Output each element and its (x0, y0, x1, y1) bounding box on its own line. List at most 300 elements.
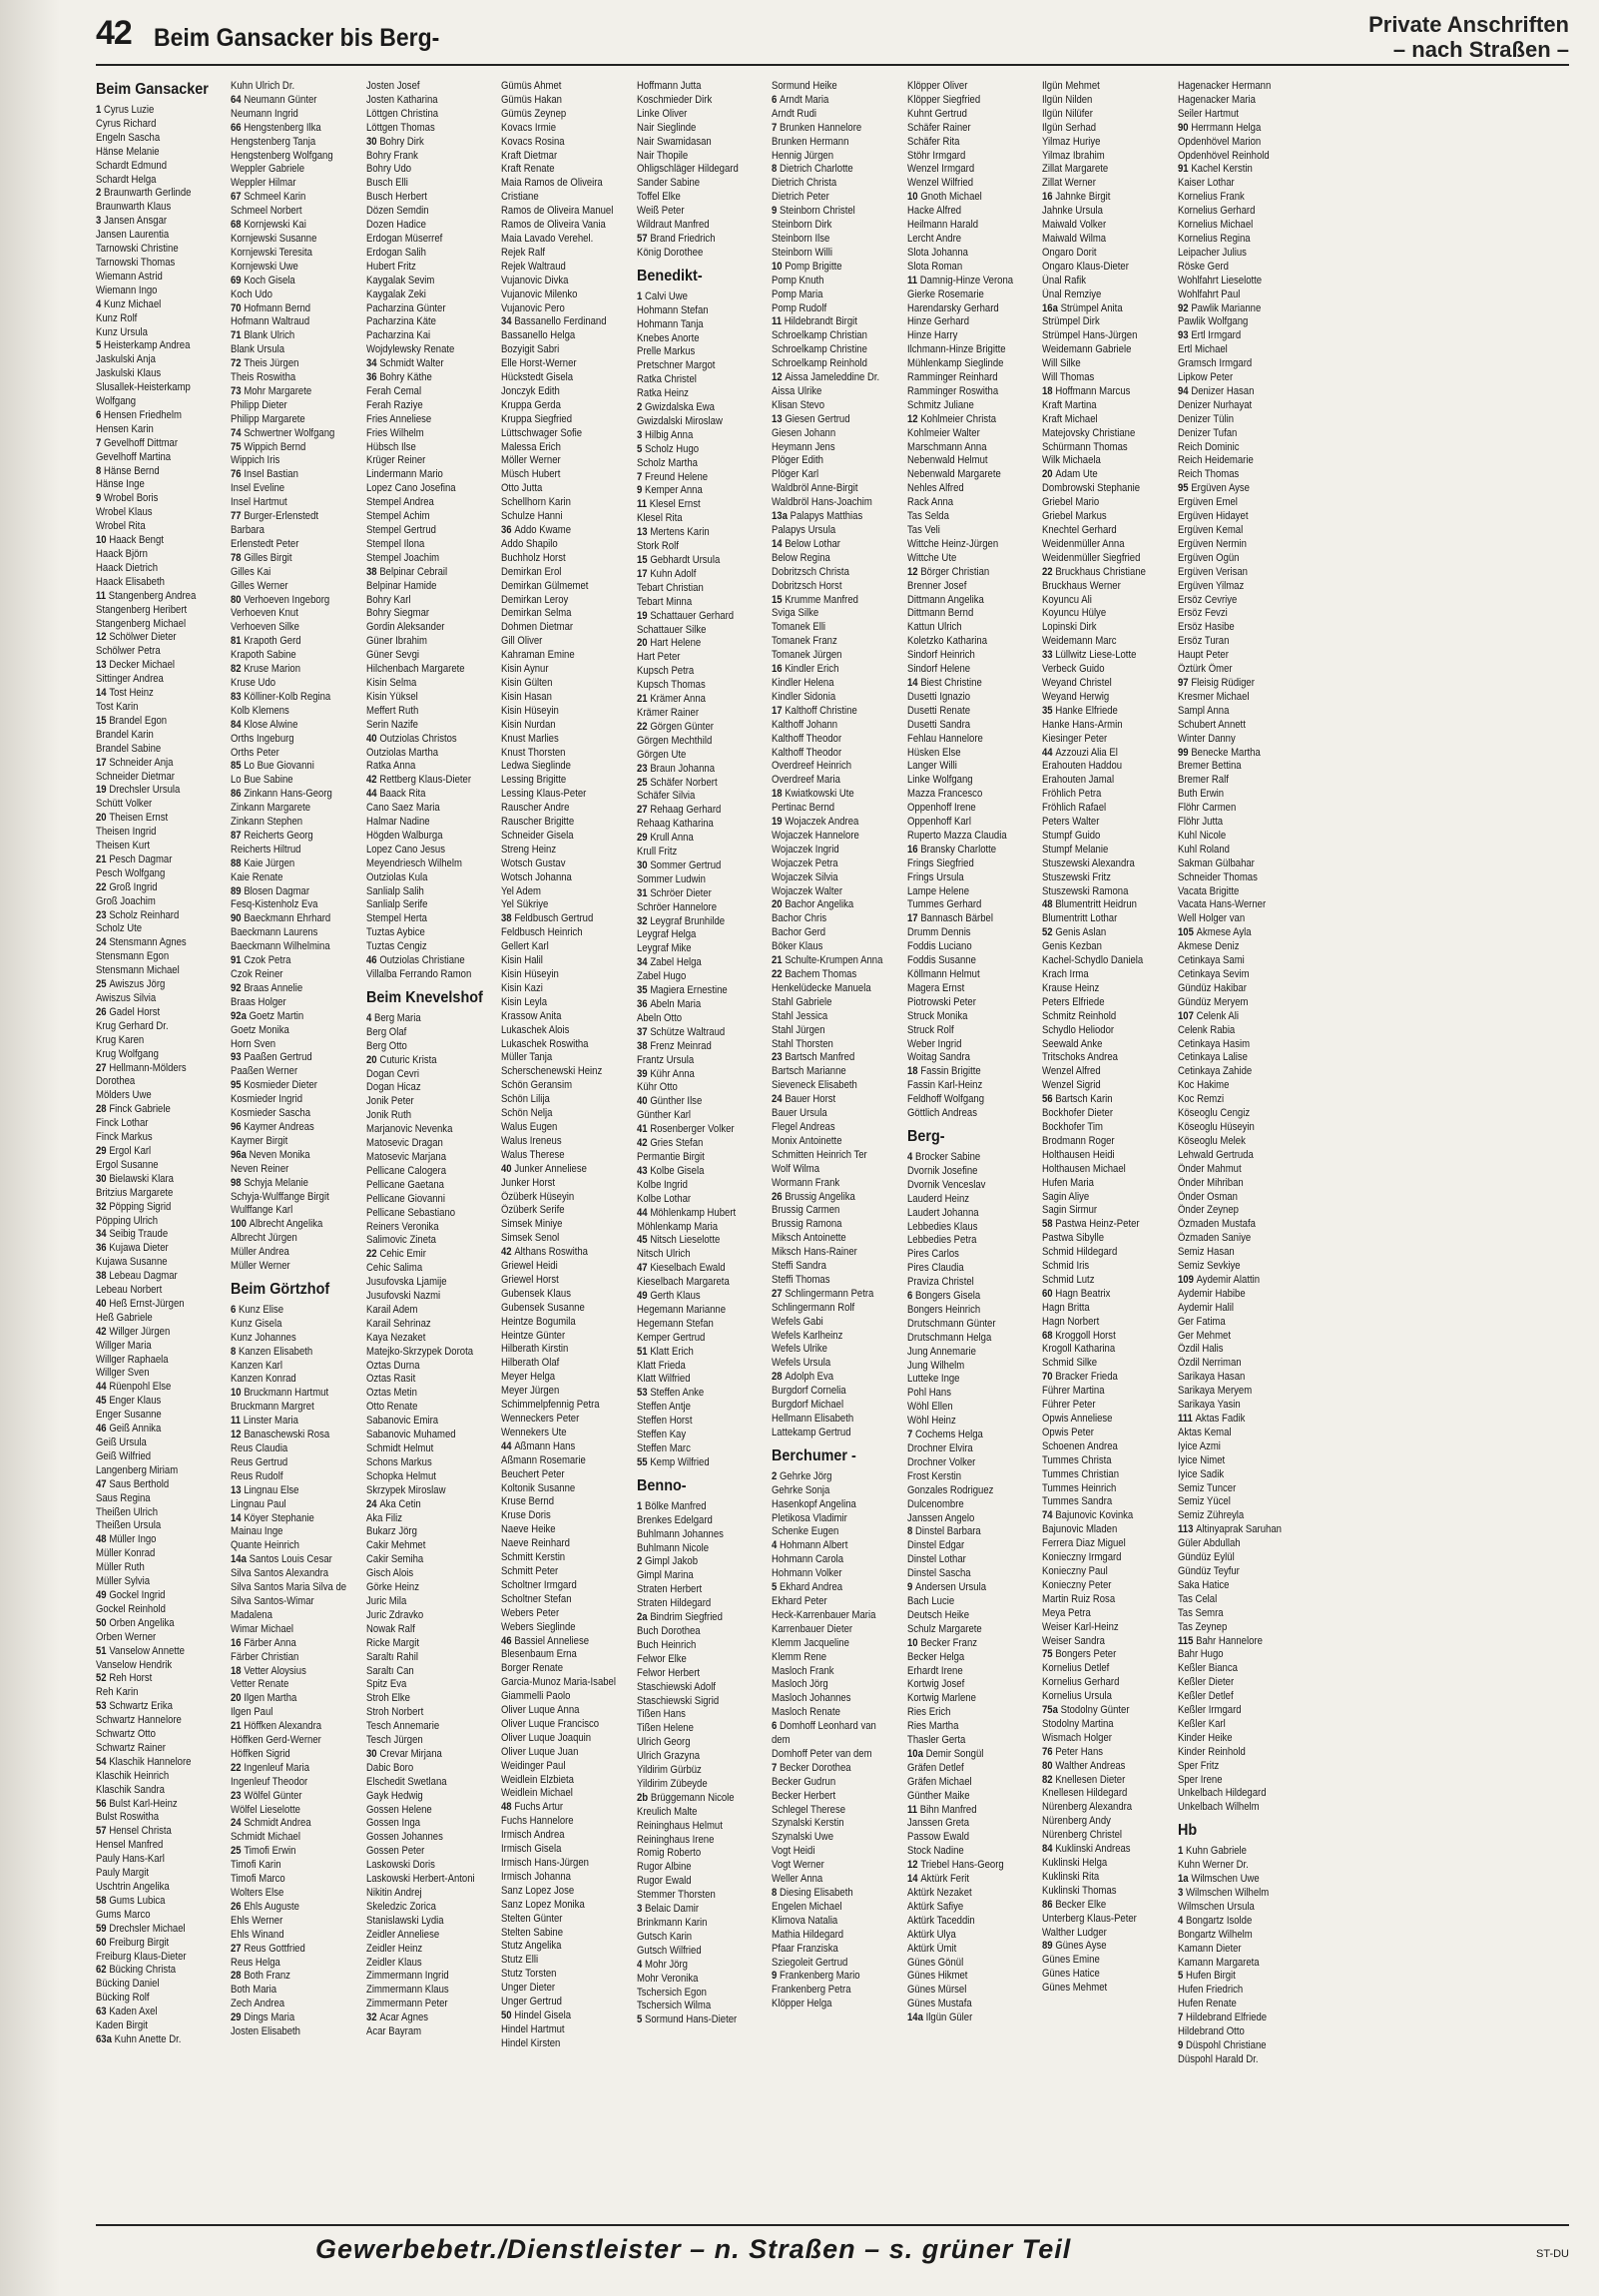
resident-name: Irmisch Andrea (501, 1829, 565, 1842)
resident-name: Bohry Käthe (379, 371, 432, 384)
directory-entry (96, 1464, 217, 1478)
house-number: 94 (1177, 384, 1189, 397)
resident-name: Günther Maike (906, 1789, 970, 1802)
resident-name: Gutsch Karin (636, 1930, 692, 1943)
directory-entry (501, 2009, 622, 2023)
resident-name: Sommer Gertrud (650, 859, 722, 871)
directory-entry (772, 747, 892, 761)
resident-name: Yel Sükriye (501, 898, 549, 911)
house-number: 14a (906, 2011, 923, 2024)
resident-name: Neven Monika (250, 1148, 311, 1161)
directory-entry (907, 649, 1028, 663)
directory-entry (501, 1495, 622, 1509)
directory-entry (231, 136, 351, 150)
resident-name: Bücking Christa (109, 1964, 177, 1977)
directory-entry (907, 343, 1028, 357)
footer-code: ST-DU (1536, 2248, 1569, 2260)
directory-entry (772, 968, 892, 982)
directory-entry (501, 1857, 622, 1871)
resident-name: Stempel Andrea (365, 496, 434, 509)
directory-entry (501, 1330, 622, 1344)
directory-entry (231, 1135, 351, 1149)
resident-name: Freund Helene (644, 470, 708, 483)
resident-name: Günes Mustafa (906, 1998, 972, 2010)
directory-entry (637, 332, 758, 346)
directory-entry (907, 1093, 1028, 1107)
resident-name: Günes Emine (1042, 1954, 1100, 1967)
directory-entry (231, 1776, 351, 1790)
directory-entry (231, 552, 351, 566)
directory-entry (1178, 1121, 1299, 1135)
resident-name: Tas Semra (1177, 1606, 1224, 1619)
resident-name: Zillat Margarete (1042, 163, 1109, 176)
resident-name: Santos Louis Cesar (250, 1553, 333, 1566)
resident-name: Cyrus Luzie (104, 104, 155, 116)
resident-name: Schwertner Wolfgang (244, 426, 335, 439)
resident-name: Köseoglu Cengiz (1177, 1107, 1250, 1120)
resident-name: Schellhorn Karin (501, 496, 572, 509)
directory-entry (96, 1270, 217, 1284)
resident-name: Rauscher Andre (501, 802, 570, 815)
resident-name: Bukarz Jörg (365, 1525, 417, 1538)
directory-entry (1042, 1232, 1163, 1246)
directory-entry (637, 2013, 758, 2027)
directory-entry (907, 150, 1028, 164)
resident-name: Kosmieder Sascha (231, 1107, 311, 1120)
directory-entry (1042, 940, 1163, 954)
directory-entry (1042, 1760, 1163, 1774)
resident-name: Gayk Hedwig (365, 1789, 423, 1802)
resident-name: Gockel Ingrid (109, 1588, 166, 1601)
resident-name: Krach Irma (1042, 968, 1089, 980)
directory-entry (907, 1107, 1028, 1121)
directory-entry (501, 1607, 622, 1621)
resident-name: Erdogan Salih (365, 246, 426, 259)
directory-entry (637, 526, 758, 540)
directory-entry (1042, 774, 1163, 788)
directory-entry (1178, 2053, 1299, 2067)
resident-name: Koch Gisela (244, 274, 296, 287)
directory-entry (231, 1595, 351, 1609)
directory-column (96, 80, 217, 2206)
directory-entry (231, 1970, 351, 1984)
directory-entry (96, 381, 217, 395)
resident-name: Stroh Elke (365, 1692, 410, 1705)
directory-entry (1042, 996, 1163, 1010)
resident-name: Altinyaprak Saruhan (1195, 1523, 1282, 1536)
directory-entry (501, 1899, 622, 1913)
directory-entry (366, 1929, 487, 1943)
resident-name: Laudert Johanna (906, 1206, 979, 1219)
directory-entry (1042, 580, 1163, 594)
resident-name: Bracker Frieda (1055, 1371, 1119, 1384)
directory-entry (96, 1312, 217, 1326)
resident-name: Bach Lucie (906, 1594, 954, 1607)
house-number: 38 (365, 565, 377, 578)
directory-entry (1178, 1621, 1299, 1635)
resident-name: Griewel Heidi (501, 1260, 559, 1273)
resident-name: Kornelius Detlef (1042, 1662, 1110, 1675)
directory-entry (1178, 205, 1299, 219)
directory-entry (907, 1943, 1028, 1957)
directory-entry (501, 1038, 622, 1052)
resident-name: Nowak Ralf (365, 1622, 415, 1635)
directory-entry (96, 798, 217, 812)
directory-entry (772, 1790, 892, 1804)
directory-entry (1178, 774, 1299, 788)
directory-entry (637, 1639, 758, 1653)
resident-name: Pellicane Giovanni (365, 1192, 445, 1205)
house-number: 25 (636, 776, 648, 789)
resident-name: Ertl Michael (1177, 343, 1228, 356)
house-number: 19 (96, 784, 107, 797)
resident-name: Scholtner Stefan (501, 1592, 572, 1605)
directory-entry (1178, 719, 1299, 733)
directory-entry (96, 950, 217, 964)
resident-name: Pesch Dagmar (109, 853, 173, 865)
resident-name: Ferrera Diaz Miguel (1042, 1537, 1126, 1550)
directory-entry (772, 663, 892, 677)
resident-name: Bassiel Anneliese (514, 1634, 590, 1647)
directory-entry (501, 150, 622, 164)
resident-name: Ünal Remziye (1042, 287, 1102, 300)
resident-name: Feldbusch Heinrich (501, 926, 583, 939)
directory-entry (96, 936, 217, 950)
directory-entry (231, 219, 351, 233)
directory-entry (96, 1978, 217, 1992)
directory-entry (637, 1193, 758, 1207)
resident-name: Krapoth Gerd (244, 635, 302, 648)
section-label-line1: Private Anschriften (1368, 12, 1569, 37)
resident-name: Dinstel Barbara (914, 1525, 981, 1538)
directory-entry (1178, 80, 1299, 94)
directory-column (1042, 80, 1163, 2206)
resident-name: Janssen Greta (906, 1817, 969, 1830)
directory-entry (96, 506, 217, 520)
directory-entry (907, 1304, 1028, 1318)
resident-name: Konieczny Peter (1042, 1578, 1112, 1591)
directory-entry (907, 1360, 1028, 1374)
directory-entry (501, 844, 622, 858)
resident-name: Berg Otto (365, 1039, 407, 1052)
directory-entry (96, 1075, 217, 1089)
house-number: 2 (636, 401, 643, 414)
directory-entry (366, 219, 487, 233)
directory-entry (366, 1887, 487, 1901)
house-number: 38 (636, 1039, 648, 1052)
directory-entry (772, 1343, 892, 1357)
directory-entry (637, 1373, 758, 1387)
directory-entry (772, 413, 892, 427)
directory-entry (907, 733, 1028, 747)
resident-name: Drochner Elvira (906, 1442, 973, 1454)
directory-columns (96, 80, 1569, 2206)
directory-entry (96, 673, 217, 687)
resident-name: Kuhn Adolf (650, 567, 697, 580)
resident-name: Blumentritt Heidrun (1055, 898, 1138, 911)
resident-name: Düspohl Harald Dr. (1177, 2052, 1259, 2065)
resident-name: Pires Carlos (906, 1248, 959, 1261)
resident-name: Willger Sven (96, 1367, 150, 1380)
directory-entry (772, 329, 892, 343)
page-footer (96, 2224, 1569, 2274)
directory-entry (501, 940, 622, 954)
directory-entry (366, 1442, 487, 1456)
resident-name: Holthausen Michael (1042, 1162, 1126, 1175)
resident-name: Heisterkamp Andrea (104, 339, 191, 352)
directory-entry (637, 1542, 758, 1556)
directory-entry (501, 1191, 622, 1205)
resident-name: Röske Gerd (1177, 260, 1229, 273)
directory-entry (501, 1413, 622, 1427)
house-number: 20 (1042, 468, 1053, 481)
directory-entry (501, 621, 622, 635)
house-number: 98 (231, 1176, 243, 1189)
directory-entry (907, 982, 1028, 996)
resident-name: Kalthoff Christine (785, 704, 858, 717)
resident-name: Schwartz Rainer (96, 1741, 166, 1754)
directory-entry (1178, 1801, 1299, 1815)
directory-entry (1042, 1065, 1163, 1079)
directory-entry (96, 132, 217, 146)
directory-entry (366, 1943, 487, 1957)
resident-name: Wefels Ursula (772, 1357, 831, 1370)
resident-name: Dombrowski Stephanie (1042, 482, 1141, 495)
directory-entry (907, 80, 1028, 94)
house-number: 89 (1042, 1940, 1053, 1953)
resident-name: Sormund Heike (772, 80, 837, 92)
directory-entry (772, 1107, 892, 1121)
directory-entry (231, 1191, 351, 1205)
directory-entry (772, 677, 892, 691)
resident-name: Ongaro Klaus-Dieter (1042, 260, 1130, 273)
directory-entry (637, 304, 758, 318)
resident-name: Kamann Dieter (1177, 1942, 1242, 1955)
resident-name: Langenberg Miriam (96, 1463, 179, 1476)
house-number: 40 (636, 1095, 648, 1108)
resident-name: Braunwarth Gerlinde (104, 187, 192, 200)
directory-entry (501, 1427, 622, 1440)
resident-name: Vacata Brigitte (1177, 884, 1239, 897)
resident-name: Czok Petra (244, 954, 291, 967)
resident-name: Scholz Martha (636, 456, 698, 469)
directory-entry (96, 978, 217, 992)
house-number: 44 (1042, 746, 1053, 759)
resident-name: Weiser Sandra (1042, 1634, 1106, 1647)
resident-name: Stuszewski Ramona (1042, 884, 1129, 897)
directory-entry (366, 830, 487, 844)
resident-name: Klisan Stevo (772, 398, 825, 411)
resident-name: Ekhard Andrea (780, 1581, 843, 1594)
directory-entry (96, 1450, 217, 1464)
resident-name: Sanz Lopez Jose (501, 1884, 575, 1897)
resident-name: Klemm Jacqueline (772, 1636, 850, 1649)
house-number: 1a (1177, 1873, 1189, 1886)
directory-entry (501, 1107, 622, 1121)
resident-name: Hagn Norbert (1042, 1315, 1100, 1328)
directory-entry (96, 1659, 217, 1673)
resident-name: Hindel Kirsten (501, 2036, 561, 2049)
directory-entry (1042, 1565, 1163, 1579)
directory-entry (1178, 1468, 1299, 1482)
directory-entry (1042, 371, 1163, 385)
resident-name: Bongartz Isolde (1185, 1914, 1252, 1927)
directory-entry (772, 1470, 892, 1484)
resident-name: Kuhn Ulrich Dr. (231, 80, 295, 92)
resident-name: Kovacs Irmie (501, 121, 557, 134)
directory-entry (366, 733, 487, 747)
resident-name: Andersen Ursula (914, 1581, 986, 1594)
house-number: 16 (1042, 191, 1053, 204)
directory-entry (907, 1901, 1028, 1915)
resident-name: Langer Willi (906, 760, 957, 773)
resident-name: Klöpper Oliver (906, 80, 968, 92)
resident-name: Naeve Reinhard (501, 1537, 571, 1550)
directory-entry (772, 1330, 892, 1344)
resident-name: Stutz Angelika (501, 1940, 562, 1953)
resident-name: Önder Zeynep (1177, 1204, 1239, 1217)
directory-entry (231, 1346, 351, 1360)
directory-entry (1178, 788, 1299, 802)
house-number: 84 (231, 718, 243, 731)
directory-entry (907, 1970, 1028, 1984)
resident-name: Outziolas Martha (365, 746, 438, 759)
resident-name: Kornelius Gerhard (1042, 1676, 1120, 1689)
resident-name: Krämer Anna (650, 693, 706, 706)
directory-entry (1042, 830, 1163, 844)
directory-entry (96, 1825, 217, 1839)
directory-entry (1178, 912, 1299, 926)
directory-entry (907, 413, 1028, 427)
resident-name: Kindler Helena (772, 676, 834, 689)
directory-entry (907, 191, 1028, 205)
resident-name: Dozen Hadice (365, 219, 426, 232)
resident-name: Goetz Martin (250, 1009, 304, 1022)
resident-name: Dvornik Josefine (906, 1164, 978, 1177)
resident-name: Lebeau Dagmar (109, 1270, 178, 1283)
directory-entry (231, 1415, 351, 1429)
resident-name: Schattauer Gerhard (650, 609, 734, 622)
house-number: 93 (231, 1051, 243, 1064)
resident-name: Haack Elisabeth (96, 575, 165, 588)
house-number: 60 (1042, 1287, 1053, 1300)
directory-entry (366, 968, 487, 982)
resident-name: Cetinkaya Sevim (1177, 968, 1250, 980)
resident-name: Weber Ingrid (906, 1037, 962, 1050)
house-number: 42 (636, 1137, 648, 1150)
resident-name: Özmaden Mustafa (1177, 1218, 1256, 1231)
directory-entry (907, 1998, 1028, 2011)
resident-name: Brandel Egon (109, 714, 168, 727)
resident-name: Möhlenkamp Hubert (650, 1206, 736, 1219)
resident-name: Stelten Günter (501, 1912, 563, 1925)
resident-name: Müsch Hubert (501, 468, 561, 481)
directory-entry (366, 94, 487, 108)
directory-entry (96, 729, 217, 743)
resident-name: Gockel Reinhold (96, 1602, 166, 1615)
house-number: 44 (365, 788, 377, 801)
directory-entry (96, 1006, 217, 1020)
directory-entry (96, 1686, 217, 1700)
directory-entry (501, 566, 622, 580)
resident-name: Müller Ruth (96, 1561, 145, 1574)
directory-entry (366, 261, 487, 275)
resident-name: Kunz Michael (104, 297, 162, 310)
resident-name: Weidemann Gabriele (1042, 343, 1132, 356)
directory-entry (366, 607, 487, 621)
resident-name: Jung Annemarie (906, 1345, 976, 1358)
resident-name: Denizer Hasan (1190, 384, 1255, 397)
house-number: 24 (231, 1817, 243, 1830)
directory-entry (1178, 1051, 1299, 1065)
resident-name: Pomp Rudolf (772, 301, 827, 314)
resident-name: Gellert Karl (501, 940, 550, 953)
resident-name: Brocker Sabine (914, 1150, 980, 1163)
directory-entry (637, 804, 758, 818)
resident-name: Fuchs Artur (514, 1801, 564, 1814)
directory-entry (231, 357, 351, 371)
directory-entry (231, 733, 351, 747)
directory-column (772, 80, 892, 2206)
resident-name: Knust Thorsten (501, 746, 566, 759)
directory-entry (231, 1553, 351, 1567)
resident-name: Ratka Heinz (636, 387, 689, 400)
directory-entry (231, 1720, 351, 1734)
house-number: 87 (231, 829, 243, 842)
house-number: 20 (231, 1692, 243, 1705)
directory-entry (231, 1790, 351, 1804)
resident-name: Bindrim Siegfried (650, 1611, 723, 1624)
directory-entry (637, 247, 758, 261)
resident-name: Oliver Luque Joaquin (501, 1731, 592, 1744)
resident-name: Hänse Inge (96, 478, 145, 491)
resident-name: Enger Klaus (109, 1395, 162, 1408)
directory-entry (772, 1427, 892, 1440)
directory-entry (1042, 1010, 1163, 1024)
resident-name: Becker Helga (906, 1650, 964, 1663)
directory-entry (501, 1079, 622, 1093)
directory-entry (772, 1051, 892, 1065)
house-number: 92 (231, 981, 243, 994)
directory-entry (96, 812, 217, 826)
directory-entry (1042, 649, 1163, 663)
directory-entry (1042, 1107, 1163, 1121)
resident-name: Bielawski Klara (109, 1172, 174, 1185)
resident-name: Oppenhoff Irene (906, 802, 976, 815)
resident-name: Willger Jürgen (109, 1325, 171, 1338)
directory-entry (1042, 705, 1163, 719)
resident-name: Vogt Heidi (772, 1845, 815, 1858)
directory-entry (1042, 898, 1163, 912)
directory-entry (366, 496, 487, 510)
directory-entry (501, 136, 622, 150)
resident-name: Triebel Hans-Georg (920, 1859, 1004, 1872)
directory-entry (1178, 1859, 1299, 1873)
directory-entry (907, 385, 1028, 399)
directory-entry (96, 1228, 217, 1242)
resident-name: Gerth Klaus (650, 1290, 701, 1303)
house-number: 25 (231, 1845, 243, 1858)
resident-name: Tomanek Jürgen (772, 649, 842, 662)
directory-entry (637, 1095, 758, 1109)
resident-name: Iyice Azmi (1177, 1439, 1221, 1452)
street-heading: Benedikt- (636, 267, 703, 285)
directory-entry (366, 150, 487, 164)
resident-name: Krull Anna (650, 832, 694, 845)
directory-entry (501, 871, 622, 885)
house-number: 85 (231, 760, 243, 773)
resident-name: Overdreef Maria (772, 774, 841, 787)
